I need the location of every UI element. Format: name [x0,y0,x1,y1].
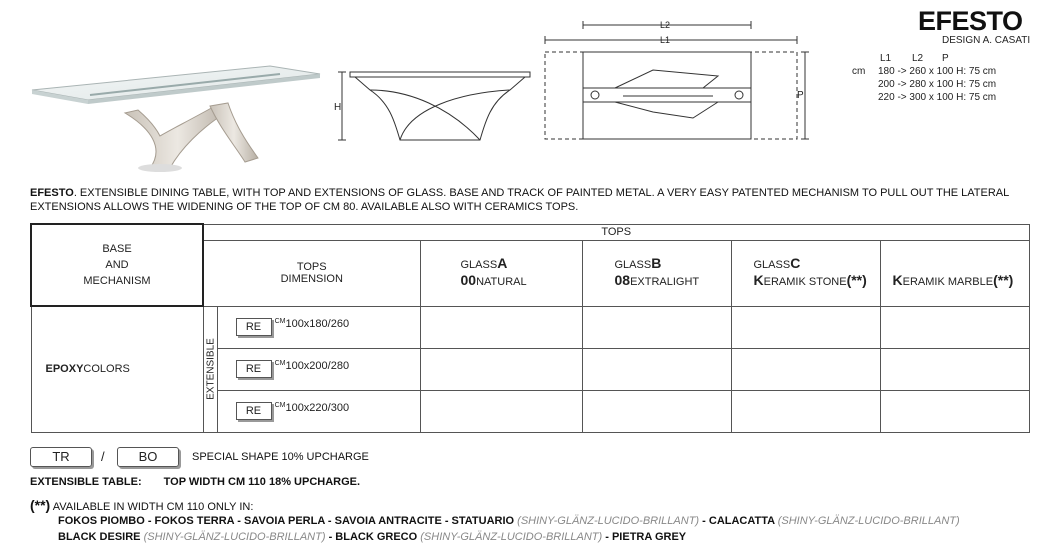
dim-row-2: 200 -> 280 x 100 H: 75 cm [878,79,997,90]
top-plan-drawing [543,18,811,144]
l2-label: L2 [660,20,671,30]
extensible-cell [203,306,217,432]
finish-list-line-2: BLACK DESIRE (SHINY-GLÄNZ-LUCIDO-BRILLANT) - BLACK GRECO (SHINY-GLÄNZ-LUCIDO-BRILLANT) - PIETRA GREY [58,531,687,543]
col-glass-b: GLASSB 08EXTRALIGHT [582,240,731,306]
special-shape-note: SPECIAL SHAPE 10% UPCHARGE [192,451,369,463]
availability-note: (**) AVAILABLE IN WIDTH CM 110 ONLY IN: [30,497,254,513]
height-label: H [334,102,342,113]
finish-list-line-1: FOKOS PIOMBO - FOKOS TERRA - SAVOIA PERLA - SAVOIA ANTRACITE - STATUARIO (SHINY-GLÄNZ-LUCIDO-BRILLANT) - CALACATTA (SHINY-GLÄNZ-LUCIDO-BRILLANT) [58,515,960,527]
front-elevation-drawing [330,68,535,148]
dim-header-l2: L2 [912,53,924,64]
base-header-2: AND [105,259,129,271]
dim-header-l1: L1 [880,53,892,64]
extensible-label: EXTENSIBLE [205,338,216,400]
product-title: EFESTO [918,6,1023,36]
base-header-1: BASE [102,243,132,255]
extensible-note: EXTENSIBLE TABLE: TOP WIDTH CM 110 18% UPCHARGE. [30,476,361,488]
tops-dimension-2: DIMENSION [280,273,343,285]
base-header-cell [31,224,203,306]
col-keramik-marble: KERAMIK MARBLE(**) [880,240,1029,306]
size-row-1: RE $^{CM}$100x180/260 [217,306,420,348]
tops-header: TOPS [203,224,1029,240]
col-glass-a: GLASSA 00NATURAL [420,240,582,306]
base-value-cell: EPOXYCOLORS [31,306,203,432]
shape-tr-box: TR [30,447,92,467]
size-row-2: RE $^{CM}$100x200/280 [217,348,420,390]
dimensions-block [852,52,996,104]
description-name: EFESTO [30,187,74,199]
p-label: P [797,90,804,101]
designer-credit: DESIGN A. CASATI [942,35,1031,46]
base-header-3: MECHANISM [83,275,151,287]
dim-header-p: P [942,53,949,64]
product-description [30,186,1035,214]
tops-dimension-cell [203,240,420,306]
dim-row-3: 220 -> 300 x 100 H: 75 cm [878,92,997,103]
table-render-image [30,58,322,173]
description-text: . EXTENSIBLE DINING TABLE, WITH TOP AND EXTENSIONS OF GLASS. BASE AND TRACK OF PAINTED METAL. A VERY EASY PATENTED MECHANISM TO PULL OUT THE LATERAL EXTENSIONS ALLOWS THE WIDENING OF THE TOP OF CM 80. AVAILABLE ALSO WITH CERAMICS TOPS. [30,187,1009,213]
shape-bo-box: BO [117,447,179,467]
size-row-3: RE $^{CM}$100x220/300 [217,390,420,432]
dim-row-1: 180 -> 260 x 100 H: 75 cm [878,66,997,77]
tops-dimension-1: TOPS [296,261,327,273]
col-glass-c: GLASSC KERAMIK STONE(**) [731,240,880,306]
dim-unit: cm [852,66,866,77]
shape-separator: / [101,449,105,464]
configuration-table [30,223,1030,433]
l1-label: L1 [660,35,671,45]
